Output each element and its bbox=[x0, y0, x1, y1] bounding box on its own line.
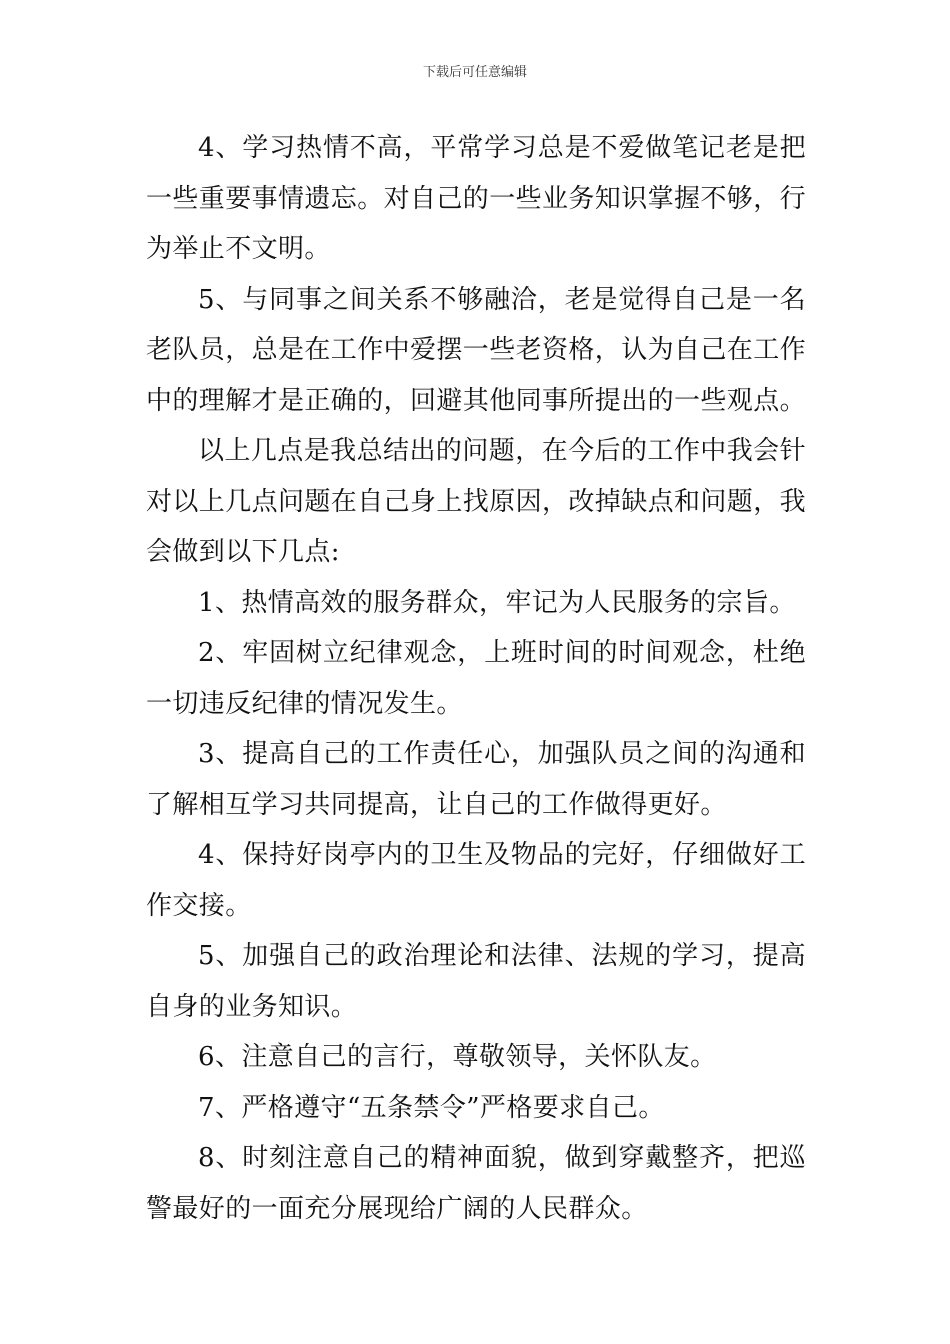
paragraph-point-4: 4、保持好岗亭内的卫生及物品的完好，仔细做好工作交接。 bbox=[146, 840, 806, 921]
paragraph-item-4-study: 4、学习热情不高，平常学习总是不爱做笔记老是把一些重要事情遗忘。对自己的一些业务知识掌握不够，行为举止不文明。 bbox=[146, 133, 807, 264]
paragraph-point-1: 1、热情高效的服务群众，牢记为人民服务的宗旨。 bbox=[198, 587, 796, 618]
paragraph-summary: 以上几点是我总结出的问题，在今后的工作中我会针对以上几点问题在自己身上找原因，改掉缺点和问题，我会做到以下几点: bbox=[146, 436, 807, 567]
document-body bbox=[146, 123, 806, 1234]
paragraph-point-3: 3、提高自己的工作责任心，加强队员之间的沟通和了解相互学习共同提高，让自己的工作做得更好。 bbox=[146, 739, 806, 820]
page-header: 下载后可任意编辑 bbox=[422, 65, 527, 80]
paragraph-item-5-colleagues: 5、与同事之间关系不够融洽，老是觉得自己是一名老队员，总是在工作中爱摆一些老资格，认为自己在工作中的理解才是正确的，回避其他同事所提出的一些观点。 bbox=[146, 284, 807, 416]
paragraph-point-8: 8、时刻注意自己的精神面貌，做到穿戴整齐，把巡警最好的一面充分展现给广阔的人民群众。 bbox=[146, 1143, 806, 1224]
paragraph-point-2: 2、牢固树立纪律观念，上班时间的时间观念，杜绝一切违反纪律的情况发生。 bbox=[146, 638, 806, 719]
paragraph-point-6: 6、注意自己的言行，尊敬领导，关怀队友。 bbox=[198, 1042, 717, 1072]
paragraph-point-5: 5、加强自己的政治理论和法律、法规的学习，提高自身的业务知识。 bbox=[146, 941, 806, 1022]
paragraph-point-7: 7、严格遵守“五条禁令”严格要求自己。 bbox=[198, 1092, 665, 1123]
